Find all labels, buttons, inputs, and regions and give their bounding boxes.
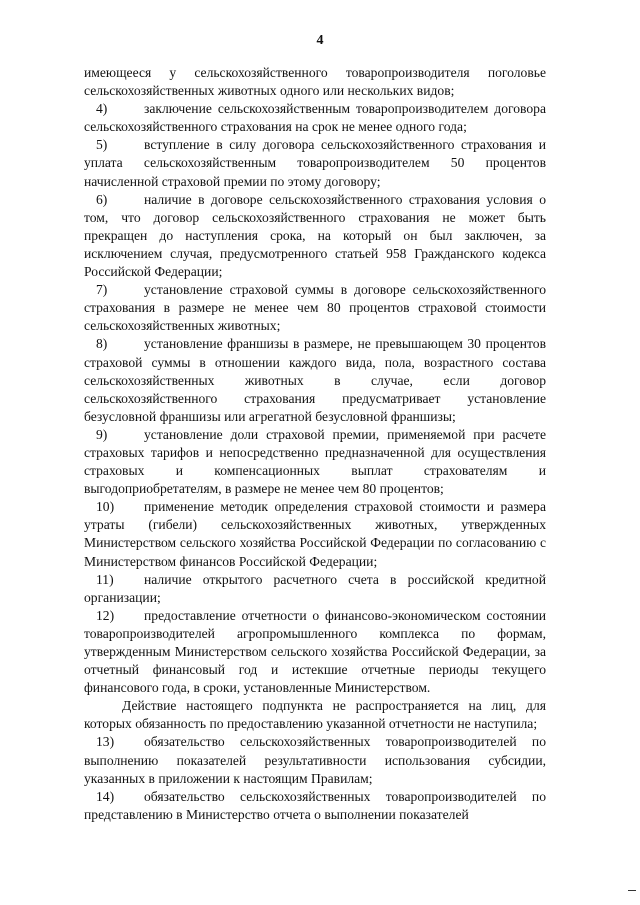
item-text: предоставление отчетности о финансово-экономическом состоянии товаропроизводителей агропромышленного комплекса по формам, утвержденным Министерством сельского хозяйства Российской Федерации, за отчетный финансовый год и истекшие отчетные периоды текущего финансового года, в сроки, установленные Министерством. <box>84 607 546 696</box>
list-item-7 <box>84 281 546 335</box>
list-item-14 <box>84 788 546 824</box>
item-text: применение методик определения страховой стоимости и размера утраты (гибели) сельскохозяйственных животных, утвержденных Министерством сельского хозяйства Российской Федерации по согласованию с Министерством финансов Российской Федерации; <box>84 499 546 569</box>
item-text: наличие в договоре сельскохозяйственного страхования условия о том, что договор сельскохозяйственного страхования не может быть прекращен до наступления срока, на который он был заключен, за исключением случая, предусмотренного статьей 958 Гражданского кодекса Российской Федерации; <box>84 191 546 280</box>
item-text: установление франшизы в размере, не превышающем 30 процентов страховой суммы в отношении каждого вида, пола, возрастного состава сельскохозяйственных животных в случае, если договор сельскохозяйственного страхования предусматривает установление безусловной франшизы или агрегатной безусловной франшизы; <box>84 336 546 424</box>
item-text: заключение сельскохозяйственным товаропроизводителем договора сельскохозяйственного страхования на срок не менее одного года; <box>84 101 546 135</box>
list-item-6 <box>84 191 546 281</box>
item-text: наличие открытого расчетного счета в российской кредитной организации; <box>84 571 546 605</box>
list-item-4 <box>84 100 546 136</box>
item-number: 6) <box>96 191 108 207</box>
item-text: установление доли страховой премии, применяемой при расчете страховых тарифов и непосредственно предназначенной для осуществления страховых и компенсационных выплат страхователям и выгодоприобретателям, в размере не менее чем 80 процентов; <box>84 426 546 497</box>
document-body <box>84 64 546 824</box>
item-number: 7) <box>96 282 108 298</box>
item-number: 13) <box>96 734 115 750</box>
item-text: обязательство сельскохозяйственных товаропроизводителей по представлению в Министерство отчета о выполнении показателей <box>84 788 546 822</box>
item-number: 14) <box>96 788 115 804</box>
item-number: 8) <box>96 336 108 352</box>
scan-mark <box>628 890 636 891</box>
list-item-13 <box>84 733 546 787</box>
page-number: 4 <box>316 33 324 48</box>
list-item-11 <box>84 571 546 607</box>
paragraph-continuation: имеющееся у сельскохозяйственного товаропроизводителя поголовье сельскохозяйственных животных одного или нескольких видов; <box>84 65 546 99</box>
item-number: 10) <box>96 499 115 515</box>
item-number: 4) <box>96 101 108 117</box>
paragraph-note: Действие настоящего подпункта не распространяется на лиц, для которых обязанность по предоставлению указанной отчетности не наступила; <box>84 698 546 732</box>
list-item-8 <box>84 335 546 425</box>
list-item-12 <box>84 607 546 697</box>
item-text: установление страховой суммы в договоре сельскохозяйственного страхования в размере не менее чем 80 процентов страховой стоимости сельскохозяйственных животных; <box>84 282 546 334</box>
item-text: вступление в силу договора сельскохозяйственного страхования и уплата сельскохозяйственным товаропроизводителем 50 процентов начисленной страховой премии по этому договору; <box>84 137 546 189</box>
item-number: 9) <box>96 426 108 442</box>
item-text: обязательство сельскохозяйственных товаропроизводителей по выполнению показателей результативности использования субсидии, указанных в приложении к настоящим Правилам; <box>84 734 546 786</box>
list-item-9 <box>84 426 546 498</box>
item-number: 5) <box>96 137 108 153</box>
list-item-10 <box>84 498 546 570</box>
list-item-5 <box>84 136 546 190</box>
item-number: 12) <box>96 607 115 623</box>
item-number: 11) <box>96 571 114 587</box>
